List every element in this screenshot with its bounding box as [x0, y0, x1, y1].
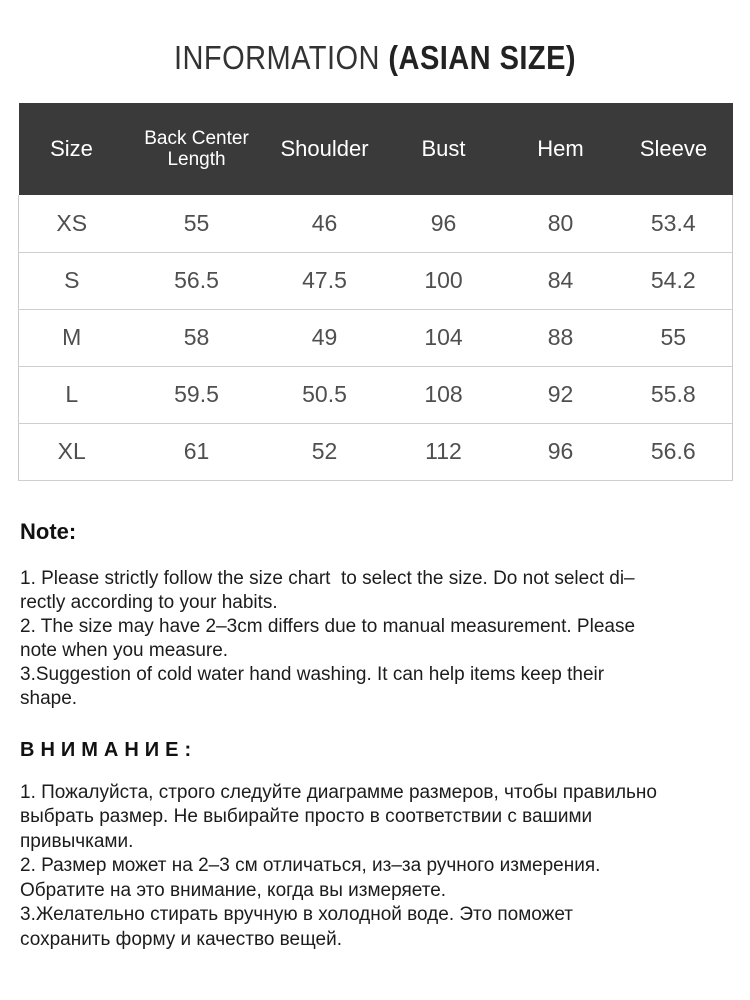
value-cell: 50.5	[269, 366, 381, 423]
value-cell: 108	[381, 366, 507, 423]
note-line: rectly according to your habits.	[20, 591, 278, 613]
column-header-hem: Hem	[507, 103, 615, 195]
column-header-bust: Bust	[381, 103, 507, 195]
attention-line: Обратите на это внимание, когда вы измеряете.	[20, 879, 447, 901]
value-cell: 58	[125, 309, 269, 366]
note-line: 2. The size may have 2–3cm differs due to manual measurement. Please	[20, 615, 636, 637]
value-cell: 55	[615, 309, 733, 366]
value-cell: 55.8	[615, 366, 733, 423]
table-row	[19, 423, 733, 480]
value-cell: 47.5	[269, 252, 381, 309]
value-cell: 96	[381, 195, 507, 252]
size-chart-body	[19, 195, 733, 480]
column-header-back-center-length: Back Center Length	[125, 103, 269, 195]
column-header-sleeve: Sleeve	[615, 103, 733, 195]
column-header-shoulder: Shoulder	[269, 103, 381, 195]
value-cell: 56.5	[125, 252, 269, 309]
value-cell: 46	[269, 195, 381, 252]
column-header-size: Size	[19, 103, 125, 195]
attention-line: привычками.	[20, 830, 134, 852]
attention-line: 3.Желательно стирать вручную в холодной воде. Это поможет	[20, 904, 574, 925]
page-title-bold: (ASIAN SIZE)	[388, 39, 577, 76]
header-row	[19, 103, 733, 195]
size-cell: L	[19, 366, 125, 423]
note-line: 1. Please strictly follow the size chart to select the size. Do not select di–	[20, 567, 635, 589]
value-cell: 92	[507, 366, 615, 423]
table-row	[19, 366, 733, 423]
size-cell: M	[19, 309, 125, 366]
note-section	[20, 519, 750, 711]
note-line: 3.Suggestion of cold water hand washing. It can help items keep their	[20, 663, 605, 685]
value-cell: 104	[381, 309, 507, 366]
note-heading: Note:	[20, 518, 77, 544]
value-cell: 56.6	[615, 423, 733, 480]
attention-line: сохранить форму и качество вещей.	[20, 928, 342, 950]
value-cell: 84	[507, 252, 615, 309]
attention-paragraphs	[20, 781, 750, 953]
table-row	[19, 309, 733, 366]
page-title	[45, 0, 705, 78]
value-cell: 61	[125, 423, 269, 480]
value-cell: 55	[125, 195, 269, 252]
attention-heading: ВНИМАНИЕ:	[20, 738, 198, 761]
value-cell: 54.2	[615, 252, 733, 309]
value-cell: 100	[381, 252, 507, 309]
size-chart-table	[18, 103, 733, 481]
note-line: note when you measure.	[20, 639, 229, 661]
table-row	[19, 195, 733, 252]
attention-line: 2. Размер может на 2–3 см отличаться, из–за ручного измерения.	[20, 855, 601, 876]
value-cell: 80	[507, 195, 615, 252]
size-cell: XS	[19, 195, 125, 252]
value-cell: 49	[269, 309, 381, 366]
value-cell: 96	[507, 423, 615, 480]
attention-section	[20, 737, 750, 953]
attention-line: 1. Пожалуйста, строго следуйте диаграмме размеров, чтобы правильно	[20, 781, 657, 803]
value-cell: 59.5	[125, 366, 269, 423]
value-cell: 112	[381, 423, 507, 480]
value-cell: 88	[507, 309, 615, 366]
page-title-normal: INFORMATION	[173, 39, 389, 76]
value-cell: 53.4	[615, 195, 733, 252]
table-row	[19, 252, 733, 309]
attention-line: выбрать размер. Не выбирайте просто в соответствии с вашими	[20, 806, 593, 827]
size-cell: S	[19, 252, 125, 309]
note-line: shape.	[20, 687, 78, 709]
value-cell: 52	[269, 423, 381, 480]
note-paragraphs	[20, 567, 750, 711]
size-chart-header	[19, 103, 733, 195]
size-cell: XL	[19, 423, 125, 480]
